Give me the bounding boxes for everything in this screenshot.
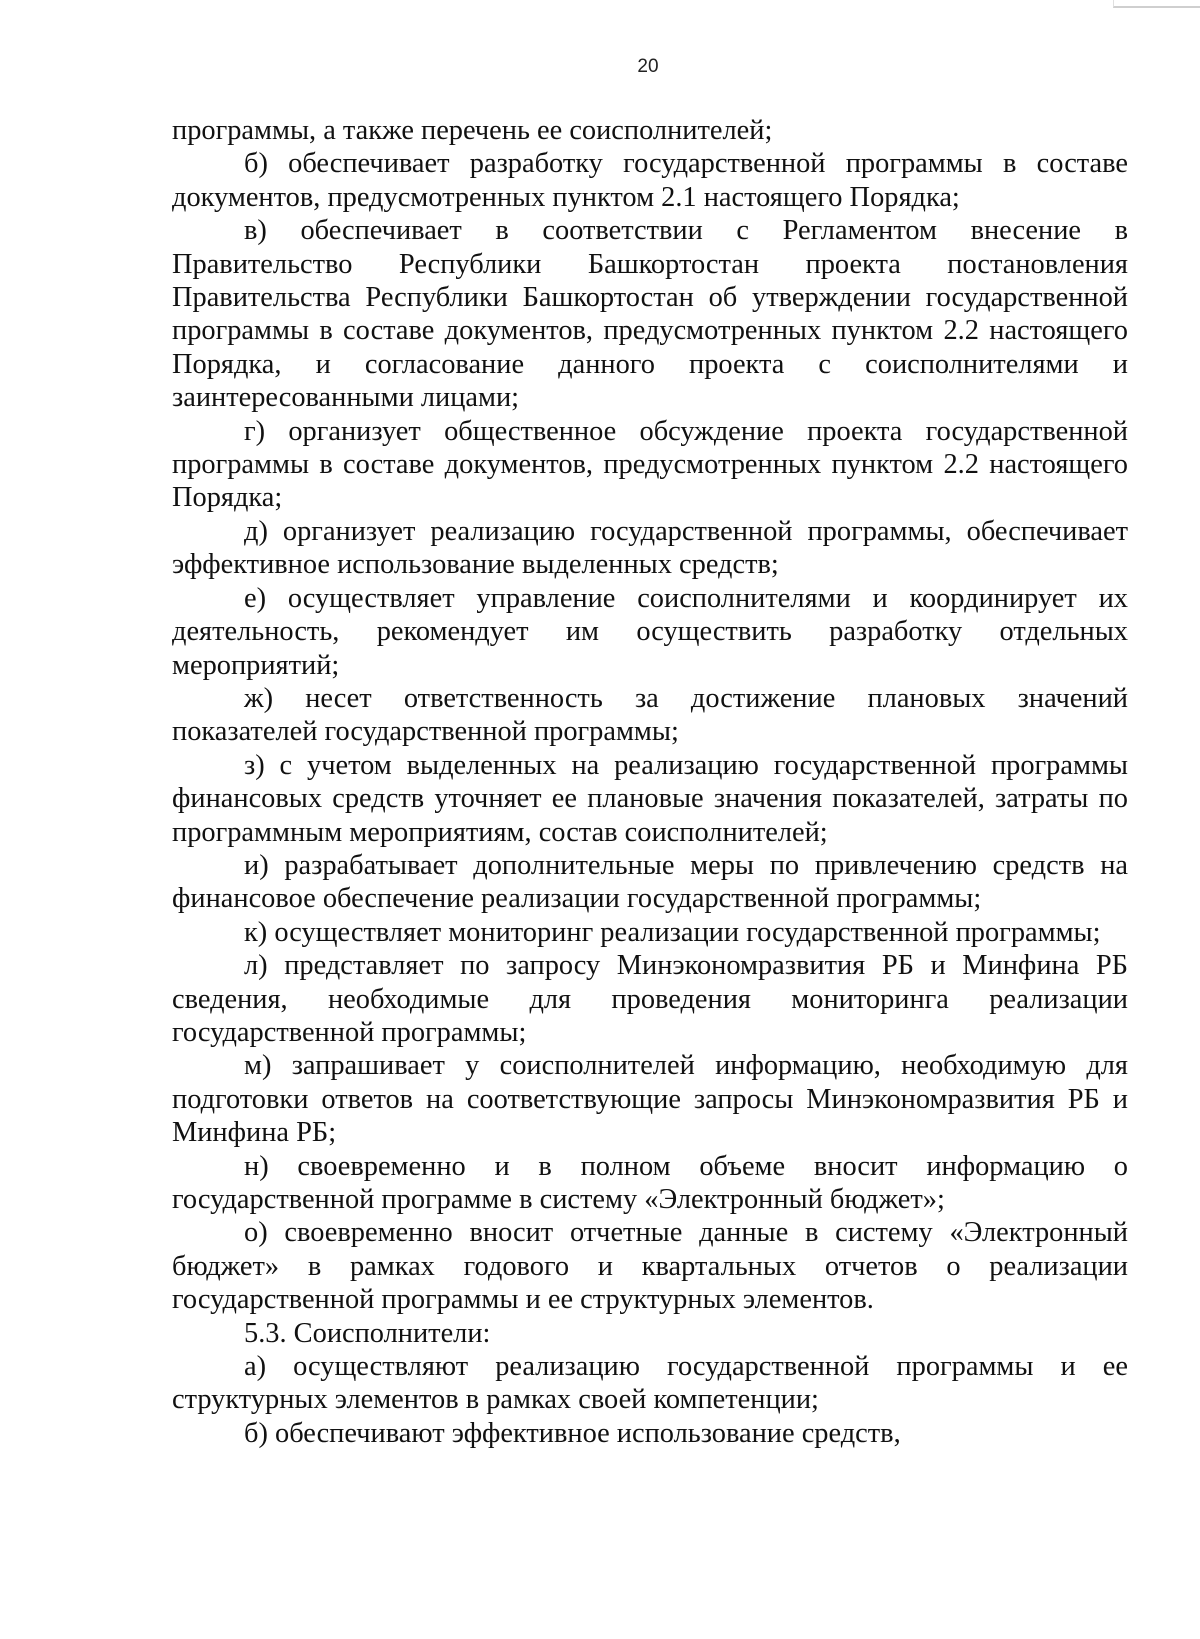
- paragraph-item-n: н) своевременно и в полном объеме вносит информацию о государственной программе в систему «Электронный бюджет»;: [172, 1150, 1128, 1215]
- scan-edge-mark: [1113, 0, 1200, 8]
- paragraph-item-l: л) представляет по запросу Минэкономразвития РБ и Минфина РБ сведения, необходимые для проведения мониторинга реализации государственной программы;: [172, 950, 1128, 1048]
- paragraph-item-k: к) осуществляет мониторинг реализации государственной программы;: [244, 916, 1101, 948]
- paragraph-item-z: з) с учетом выделенных на реализацию государственной программы финансовых средств уточняет ее плановые значения показателей, затраты по программным мероприятиям, состав соисполнителей;: [172, 749, 1128, 848]
- paragraph-item-b-2: б) обеспечивают эффективное использование средств,: [244, 1417, 901, 1449]
- document-body: [172, 114, 1128, 1450]
- paragraph-item-o: о) своевременно вносит отчетные данные в систему «Электронный бюджет» в рамках годового и квартальных отчетов о реализации государственной программы и ее структурных элементов.: [172, 1217, 1128, 1316]
- paragraph-item-d: д) организует реализацию государственной программы, обеспечивает эффективное использование выделенных средств;: [172, 515, 1128, 581]
- paragraph-item-v: в) обеспечивает в соответствии с Регламентом внесение в Правительство Республики Башкортостан проекта постановления Правительства Республики Башкортостан об утверждении государственной программы в составе документов, предусмотренных пунктом 2.2 настоящего Порядка, и согласование данного проекта с соисполнителями и заинтересованными лицами;: [172, 215, 1128, 414]
- paragraph-continuation: программы, а также перечень ее соисполнителей;: [172, 115, 773, 146]
- paragraph-item-zh: ж) несет ответственность за достижение плановых значений показателей государственной программы;: [172, 682, 1128, 748]
- page-number: 20: [637, 56, 659, 77]
- paragraph-item-m: м) запрашивает у соисполнителей информацию, необходимую для подготовки ответов на соответствующие запросы Минэкономразвития РБ и Минфина РБ;: [172, 1050, 1128, 1149]
- paragraph-item-a: а) осуществляют реализацию государственной программы и ее структурных элементов в рамках своей компетенции;: [172, 1351, 1128, 1416]
- paragraph-item-b: б) обеспечивает разработку государственной программы в составе документов, предусмотренных пунктом 2.1 настоящего Порядка;: [172, 148, 1128, 213]
- paragraph-item-i: и) разрабатывает дополнительные меры по привлечению средств на финансовое обеспечение реализации государственной программы;: [172, 849, 1128, 915]
- paragraph-item-g: г) организует общественное обсуждение проекта государственной программы в составе документов, предусмотренных пунктом 2.2 настоящего Порядка;: [172, 415, 1128, 514]
- paragraph-item-e: е) осуществляет управление соисполнителями и координирует их деятельность, рекомендует им осуществить разработку отдельных мероприятий;: [172, 582, 1128, 681]
- section-heading-5-3: 5.3. Соисполнители:: [244, 1317, 491, 1349]
